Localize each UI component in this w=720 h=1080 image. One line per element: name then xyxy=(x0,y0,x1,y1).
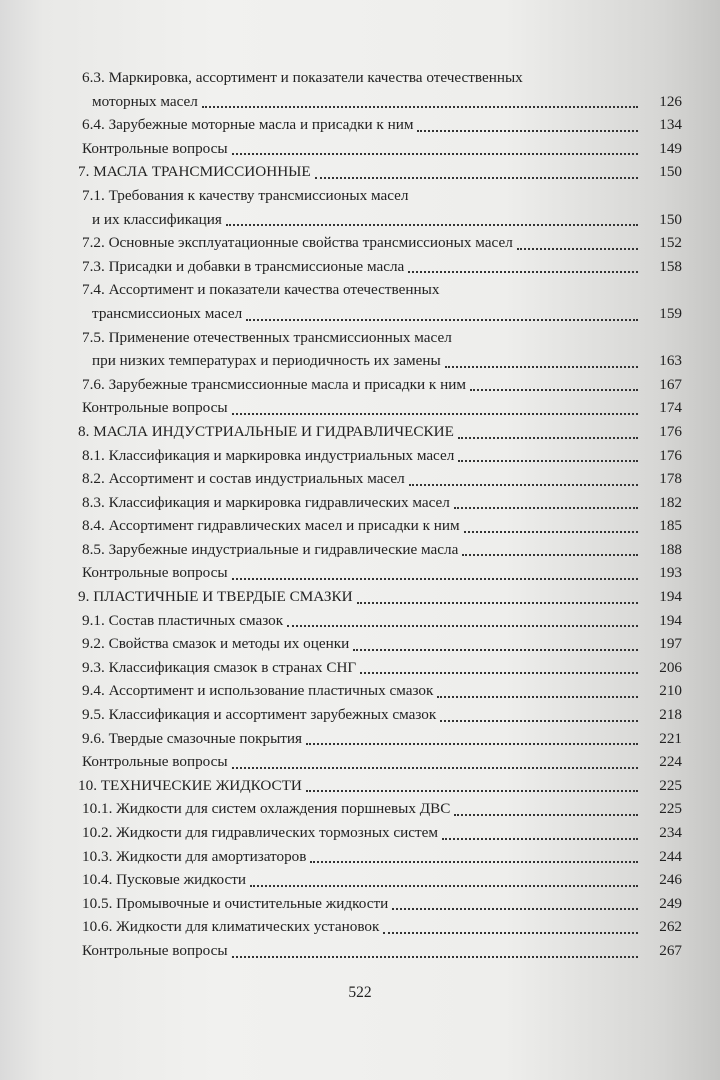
toc-entry-text: 10.6. Жидкости для климатических установок xyxy=(82,918,380,936)
toc-entry xyxy=(72,278,682,302)
toc-entry xyxy=(72,184,682,208)
toc-entry-text: 10.4. Пусковые жидкости xyxy=(82,871,247,889)
toc-entry xyxy=(72,609,682,633)
toc-page-number: 134 xyxy=(659,116,682,134)
toc-entry-text: трансмиссионых масел xyxy=(92,304,243,322)
toc-entry-text: 9.4. Ассортимент и использование пластичных смазок xyxy=(82,682,434,700)
leader-dots xyxy=(232,576,638,580)
toc-page-number: 176 xyxy=(659,422,682,440)
toc-page-number: 210 xyxy=(659,682,682,700)
toc-entry-text: 9.2. Свойства смазок и методы их оценки xyxy=(82,635,350,653)
toc-page-number: 267 xyxy=(659,941,682,959)
toc-entry-text: 8.1. Классификация и маркировка индустриальных масел xyxy=(82,446,455,464)
toc-entry-text: 7.5. Применение отечественных трансмиссионных масел xyxy=(82,328,452,346)
toc-page-number: 218 xyxy=(659,706,682,724)
toc-entry xyxy=(72,703,682,727)
toc-entry-text: 9. ПЛАСТИЧНЫЕ И ТВЕРДЫЕ СМАЗКИ xyxy=(78,588,353,606)
toc-entry-text: 10.5. Промывочные и очистительные жидкости xyxy=(82,894,389,912)
leader-dots xyxy=(287,623,638,627)
toc-entry xyxy=(72,255,682,279)
toc-entry xyxy=(72,444,682,468)
toc-page-number: 246 xyxy=(659,871,682,889)
toc-entry-text: при низких температурах и периодичность их замены xyxy=(92,352,441,370)
leader-dots xyxy=(437,694,638,698)
toc-entry xyxy=(72,538,682,562)
toc-page-number: 185 xyxy=(659,517,682,535)
toc-entry-text: 8.3. Классификация и маркировка гидравлических масел xyxy=(82,493,450,511)
leader-dots xyxy=(458,435,638,439)
toc-page-number: 159 xyxy=(659,304,682,322)
toc-entry-text: 7.2. Основные эксплуатационные свойства трансмиссионых масел xyxy=(82,234,513,252)
leader-dots xyxy=(232,411,638,415)
toc-entry xyxy=(72,915,682,939)
toc-entry xyxy=(72,208,682,232)
page-number: 522 xyxy=(348,984,372,1001)
toc-entry-text: 7.4. Ассортимент и показатели качества отечественных xyxy=(82,281,440,299)
toc-entry-text: 7.3. Присадки и добавки в трансмиссионые масла xyxy=(82,257,405,275)
toc-chapter xyxy=(72,774,682,798)
toc-page-number: 244 xyxy=(659,847,682,865)
toc-page-number: 167 xyxy=(659,375,682,393)
toc-page-number: 194 xyxy=(659,611,682,629)
toc-page-number: 234 xyxy=(659,824,682,841)
toc-entry xyxy=(72,231,682,255)
toc-page-number: 152 xyxy=(659,234,682,252)
toc-chapter xyxy=(72,420,682,444)
toc-page-number: 150 xyxy=(659,210,682,228)
leader-dots xyxy=(306,788,638,792)
toc-page-number: 188 xyxy=(659,540,682,558)
toc-entry-text: 8. МАСЛА ИНДУСТРИАЛЬНЫЕ И ГИДРАВЛИЧЕСКИЕ xyxy=(78,422,454,440)
toc-entry xyxy=(72,113,682,137)
toc-page-number: 225 xyxy=(659,776,682,794)
toc-entry xyxy=(72,679,682,703)
leader-dots xyxy=(464,529,638,533)
leader-dots xyxy=(353,647,638,651)
toc-entry-text: Контрольные вопросы xyxy=(82,941,228,959)
leader-dots xyxy=(409,482,638,486)
toc-entry-text: Контрольные вопросы xyxy=(82,564,228,582)
leader-dots xyxy=(440,718,638,722)
toc-entry-text: Контрольные вопросы xyxy=(82,399,228,417)
toc-entry-text: и их классификация xyxy=(92,210,222,228)
toc-page-number: 176 xyxy=(659,446,682,464)
leader-dots xyxy=(470,387,638,391)
toc-page-number: 249 xyxy=(659,894,682,912)
leader-dots xyxy=(202,104,638,108)
toc-entry xyxy=(72,396,682,420)
toc-entry-text: 9.5. Классификация и ассортимент зарубежных смазок xyxy=(82,706,437,724)
toc-page-number: 158 xyxy=(659,257,682,275)
toc-chapter xyxy=(72,585,682,609)
toc-entry xyxy=(72,892,682,916)
leader-dots xyxy=(454,812,638,816)
leader-dots xyxy=(232,954,638,958)
toc-page-number: 150 xyxy=(659,163,682,181)
toc-entry-text: 7.1. Требования к качеству трансмиссионых масел xyxy=(82,186,409,204)
toc-page-number: 194 xyxy=(659,588,682,606)
toc-entry-text: 8.5. Зарубежные индустриальные и гидравлические масла xyxy=(82,540,459,558)
table-of-contents xyxy=(72,66,682,963)
toc-entry xyxy=(72,821,682,845)
toc-entry xyxy=(72,90,682,114)
leader-dots xyxy=(454,505,638,509)
toc-page-number: 126 xyxy=(659,92,682,110)
toc-page-number: 193 xyxy=(659,564,682,582)
leader-dots xyxy=(315,175,638,179)
leader-dots xyxy=(392,906,638,910)
toc-entry xyxy=(72,302,682,326)
toc-entry-text: 8.2. Ассортимент и состав индустриальных масел xyxy=(82,470,405,488)
toc-page-number: 163 xyxy=(659,352,682,370)
toc-chapter xyxy=(72,160,682,184)
toc-page-number: 149 xyxy=(659,139,682,157)
toc-entry xyxy=(72,373,682,397)
toc-entry xyxy=(72,656,682,680)
leader-dots xyxy=(417,128,638,132)
toc-entry-text: 6.4. Зарубежные моторные масла и присадки к ним xyxy=(82,116,414,134)
toc-page-number: 182 xyxy=(659,493,682,511)
toc-entry-text: Контрольные вопросы xyxy=(82,753,228,771)
toc-entry xyxy=(72,491,682,515)
toc-entry-text: 10.1. Жидкости для систем охлаждения поршневых ДВС xyxy=(82,800,451,818)
leader-dots xyxy=(306,741,638,745)
toc-page-number: 197 xyxy=(659,635,682,653)
toc-entry xyxy=(72,326,682,350)
leader-dots xyxy=(462,552,638,556)
toc-entry-text: 7. МАСЛА ТРАНСМИССИОННЫЕ xyxy=(78,163,311,181)
toc-entry-text: 9.6. Твердые смазочные покрытия xyxy=(82,729,303,747)
leader-dots xyxy=(250,883,638,887)
leader-dots xyxy=(310,859,638,863)
toc-page-number: 206 xyxy=(659,658,682,676)
toc-entry-text: 6.3. Маркировка, ассортимент и показатели качества отечественных xyxy=(82,69,523,86)
toc-entry xyxy=(72,845,682,869)
toc-page-number: 262 xyxy=(659,918,682,936)
toc-entry xyxy=(72,349,682,373)
toc-page-number: 224 xyxy=(659,753,682,771)
toc-entry-text: 9.1. Состав пластичных смазок xyxy=(82,611,284,629)
toc-entry xyxy=(72,797,682,821)
toc-entry-text: 10.3. Жидкости для амортизаторов xyxy=(82,847,307,865)
toc-entry-text: 9.3. Классификация смазок в странах СНГ xyxy=(82,658,357,676)
leader-dots xyxy=(445,364,638,368)
toc-entry xyxy=(72,514,682,538)
toc-entry-text: 8.4. Ассортимент гидравлических масел и присадки к ним xyxy=(82,517,460,535)
toc-entry xyxy=(72,66,682,90)
toc-entry-text: 10. ТЕХНИЧЕСКИЕ ЖИДКОСТИ xyxy=(78,776,302,794)
toc-page-number: 178 xyxy=(659,470,682,488)
toc-entry xyxy=(72,561,682,585)
leader-dots xyxy=(357,600,638,604)
toc-entry xyxy=(72,750,682,774)
toc-entry-text: Контрольные вопросы xyxy=(82,139,228,157)
leader-dots xyxy=(226,222,638,226)
leader-dots xyxy=(442,836,638,840)
toc-entry xyxy=(72,632,682,656)
toc-page-number: 221 xyxy=(659,729,682,747)
toc-entry xyxy=(72,868,682,892)
leader-dots xyxy=(517,246,638,250)
toc-entry-text: моторных масел xyxy=(92,92,198,110)
toc-entry xyxy=(72,467,682,491)
leader-dots xyxy=(246,317,638,321)
leader-dots xyxy=(408,269,638,273)
toc-entry xyxy=(72,727,682,751)
toc-entry-text: 10.2. Жидкости для гидравлических тормозных систем xyxy=(82,824,439,841)
toc-entry xyxy=(72,939,682,963)
toc-entry xyxy=(72,137,682,161)
toc-entry-text: 7.6. Зарубежные трансмиссионные масла и присадки к ним xyxy=(82,375,466,393)
toc-page-number: 174 xyxy=(659,399,682,417)
leader-dots xyxy=(458,458,638,462)
leader-dots xyxy=(383,930,638,934)
leader-dots xyxy=(232,765,638,769)
toc-page-number: 225 xyxy=(659,800,682,818)
leader-dots xyxy=(360,670,638,674)
leader-dots xyxy=(232,151,638,155)
